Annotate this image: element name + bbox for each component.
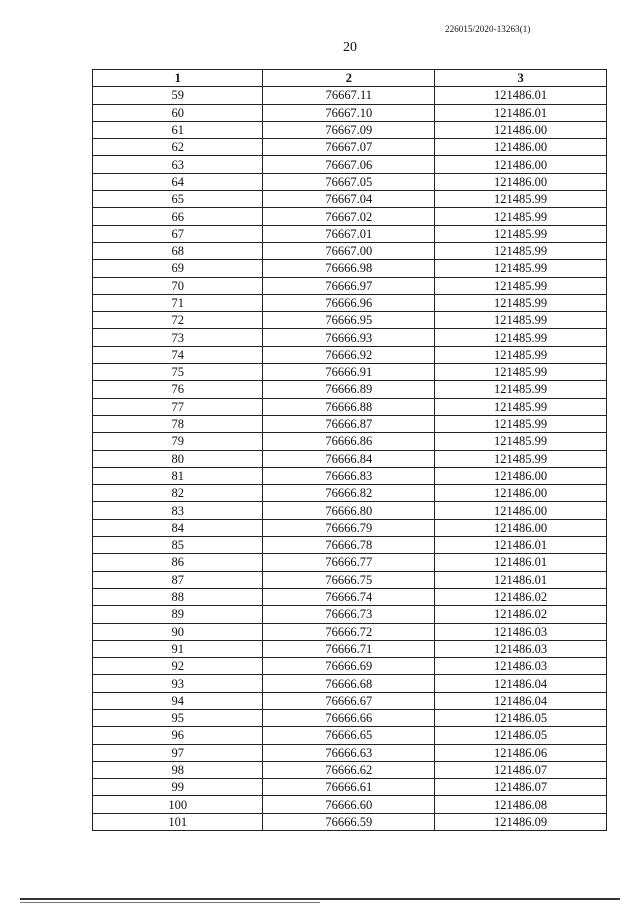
table-row	[93, 191, 607, 208]
table-cell: 76666.91	[263, 364, 435, 381]
table-cell: 93	[93, 675, 263, 692]
table-cell: 121486.00	[435, 485, 607, 502]
table-cell: 101	[93, 813, 263, 830]
table-cell: 96	[93, 727, 263, 744]
footer-rule-thin	[20, 902, 320, 903]
table-cell: 92	[93, 658, 263, 675]
table-cell: 76667.04	[263, 191, 435, 208]
table-cell: 76666.87	[263, 415, 435, 432]
table-cell: 121485.99	[435, 294, 607, 311]
table-cell: 121486.02	[435, 606, 607, 623]
table-cell: 80	[93, 450, 263, 467]
table-row	[93, 225, 607, 242]
table-cell: 97	[93, 744, 263, 761]
table-cell: 81	[93, 467, 263, 484]
table-cell: 121486.05	[435, 727, 607, 744]
page-number: 20	[343, 40, 357, 55]
table-cell: 74	[93, 346, 263, 363]
table-cell: 121485.99	[435, 225, 607, 242]
table-row	[93, 744, 607, 761]
table-cell: 86	[93, 554, 263, 571]
table-row	[93, 623, 607, 640]
table-cell: 76666.78	[263, 537, 435, 554]
table-row	[93, 727, 607, 744]
table-cell: 75	[93, 364, 263, 381]
table-cell: 61	[93, 121, 263, 138]
table-cell: 65	[93, 191, 263, 208]
table-cell: 76666.98	[263, 260, 435, 277]
table-cell: 76666.96	[263, 294, 435, 311]
table-cell: 88	[93, 588, 263, 605]
table-cell: 121486.07	[435, 761, 607, 778]
table-row	[93, 485, 607, 502]
table-cell: 94	[93, 692, 263, 709]
table-row	[93, 813, 607, 830]
table-cell: 121485.99	[435, 450, 607, 467]
table-cell: 121486.08	[435, 796, 607, 813]
table-cell: 121486.03	[435, 658, 607, 675]
table-cell: 76667.10	[263, 104, 435, 121]
coordinates-table	[92, 69, 607, 831]
table-row	[93, 398, 607, 415]
table-cell: 66	[93, 208, 263, 225]
table-cell: 76666.69	[263, 658, 435, 675]
table-cell: 121485.99	[435, 312, 607, 329]
table-cell: 76666.93	[263, 329, 435, 346]
table-cell: 76666.65	[263, 727, 435, 744]
footer-rule	[20, 898, 620, 900]
table-cell: 76666.71	[263, 640, 435, 657]
table-row	[93, 640, 607, 657]
table-cell: 63	[93, 156, 263, 173]
table-cell: 121486.07	[435, 779, 607, 796]
table-cell: 121486.04	[435, 692, 607, 709]
table-cell: 59	[93, 87, 263, 104]
table-cell: 83	[93, 502, 263, 519]
table-cell: 121485.99	[435, 242, 607, 259]
table-cell: 76667.05	[263, 173, 435, 190]
table-body	[93, 87, 607, 831]
table-cell: 85	[93, 537, 263, 554]
table-row	[93, 554, 607, 571]
table-cell: 76667.06	[263, 156, 435, 173]
table-row	[93, 104, 607, 121]
table-row	[93, 173, 607, 190]
table-cell: 76666.60	[263, 796, 435, 813]
table-row	[93, 537, 607, 554]
table-cell: 76666.86	[263, 433, 435, 450]
table-row	[93, 381, 607, 398]
table-cell: 76666.72	[263, 623, 435, 640]
table-cell: 77	[93, 398, 263, 415]
table-row	[93, 156, 607, 173]
table-cell: 121485.99	[435, 277, 607, 294]
table-cell: 121486.00	[435, 139, 607, 156]
table-row	[93, 606, 607, 623]
table-cell: 121485.99	[435, 260, 607, 277]
table-row	[93, 796, 607, 813]
table-cell: 121485.99	[435, 415, 607, 432]
table-cell: 82	[93, 485, 263, 502]
column-header: 1	[93, 70, 263, 87]
table-cell: 76666.75	[263, 571, 435, 588]
table-cell: 121485.99	[435, 191, 607, 208]
table-cell: 76666.62	[263, 761, 435, 778]
table-cell: 76666.83	[263, 467, 435, 484]
table-row	[93, 709, 607, 726]
document-id: 226015/2020-13263(1)	[445, 24, 531, 34]
table-cell: 76666.79	[263, 519, 435, 536]
table-row	[93, 277, 607, 294]
table-cell: 72	[93, 312, 263, 329]
table-cell: 78	[93, 415, 263, 432]
table-row	[93, 450, 607, 467]
table-cell: 76666.73	[263, 606, 435, 623]
table-cell: 121486.06	[435, 744, 607, 761]
table-row	[93, 139, 607, 156]
table-cell: 70	[93, 277, 263, 294]
table-row	[93, 346, 607, 363]
table-cell: 99	[93, 779, 263, 796]
table-row	[93, 658, 607, 675]
table-row	[93, 571, 607, 588]
table-cell: 121485.99	[435, 398, 607, 415]
table-cell: 76667.09	[263, 121, 435, 138]
table-cell: 121485.99	[435, 208, 607, 225]
table-cell: 73	[93, 329, 263, 346]
table-cell: 76666.82	[263, 485, 435, 502]
table-cell: 87	[93, 571, 263, 588]
table-cell: 76667.02	[263, 208, 435, 225]
table-cell: 76667.01	[263, 225, 435, 242]
table-cell: 76666.61	[263, 779, 435, 796]
table-row	[93, 692, 607, 709]
table-cell: 121486.01	[435, 554, 607, 571]
table-row	[93, 433, 607, 450]
table-cell: 121485.99	[435, 364, 607, 381]
table-cell: 76666.95	[263, 312, 435, 329]
table-row	[93, 779, 607, 796]
table-cell: 95	[93, 709, 263, 726]
table-cell: 121485.99	[435, 329, 607, 346]
table-cell: 121486.00	[435, 121, 607, 138]
table-row	[93, 761, 607, 778]
table-cell: 76666.77	[263, 554, 435, 571]
table-row	[93, 208, 607, 225]
table-row	[93, 121, 607, 138]
table-cell: 121486.05	[435, 709, 607, 726]
table-cell: 64	[93, 173, 263, 190]
column-header: 3	[435, 70, 607, 87]
table-row	[93, 467, 607, 484]
table-cell: 98	[93, 761, 263, 778]
table-cell: 79	[93, 433, 263, 450]
table-cell: 76666.89	[263, 381, 435, 398]
column-header: 2	[263, 70, 435, 87]
table-cell: 76666.92	[263, 346, 435, 363]
table-row	[93, 242, 607, 259]
table-row	[93, 675, 607, 692]
table-cell: 121485.99	[435, 381, 607, 398]
table-cell: 76666.59	[263, 813, 435, 830]
table-cell: 121486.03	[435, 640, 607, 657]
table-row	[93, 87, 607, 104]
table-cell: 121486.01	[435, 104, 607, 121]
table-cell: 76667.00	[263, 242, 435, 259]
table-cell: 121485.99	[435, 346, 607, 363]
table-cell: 121486.00	[435, 173, 607, 190]
table-row	[93, 364, 607, 381]
table-cell: 91	[93, 640, 263, 657]
table-cell: 121486.00	[435, 156, 607, 173]
table-cell: 121486.09	[435, 813, 607, 830]
table-cell: 121486.03	[435, 623, 607, 640]
table-cell: 76666.68	[263, 675, 435, 692]
table-row	[93, 294, 607, 311]
table-cell: 76666.97	[263, 277, 435, 294]
table-cell: 69	[93, 260, 263, 277]
table-cell: 121486.01	[435, 537, 607, 554]
table-cell: 121486.01	[435, 571, 607, 588]
table-cell: 76666.88	[263, 398, 435, 415]
table-cell: 90	[93, 623, 263, 640]
table-cell: 60	[93, 104, 263, 121]
table-cell: 76666.67	[263, 692, 435, 709]
table-cell: 121486.01	[435, 87, 607, 104]
table-row	[93, 519, 607, 536]
table-cell: 76666.74	[263, 588, 435, 605]
table-cell: 121485.99	[435, 433, 607, 450]
table-cell: 76666.84	[263, 450, 435, 467]
table-cell: 62	[93, 139, 263, 156]
table-cell: 89	[93, 606, 263, 623]
table-cell: 121486.00	[435, 519, 607, 536]
table-cell: 121486.02	[435, 588, 607, 605]
table-cell: 76666.63	[263, 744, 435, 761]
table-header-row	[93, 70, 607, 87]
table-cell: 76667.07	[263, 139, 435, 156]
table-cell: 100	[93, 796, 263, 813]
table-row	[93, 260, 607, 277]
table-cell: 71	[93, 294, 263, 311]
table-row	[93, 329, 607, 346]
table-cell: 68	[93, 242, 263, 259]
table-row	[93, 415, 607, 432]
table-cell: 76666.66	[263, 709, 435, 726]
table-row	[93, 588, 607, 605]
table-cell: 84	[93, 519, 263, 536]
table-cell: 76	[93, 381, 263, 398]
table-cell: 76666.80	[263, 502, 435, 519]
table-cell: 121486.00	[435, 502, 607, 519]
table-cell: 121486.04	[435, 675, 607, 692]
table-row	[93, 502, 607, 519]
table-cell: 67	[93, 225, 263, 242]
table-cell: 121486.00	[435, 467, 607, 484]
table-cell: 76667.11	[263, 87, 435, 104]
table-row	[93, 312, 607, 329]
